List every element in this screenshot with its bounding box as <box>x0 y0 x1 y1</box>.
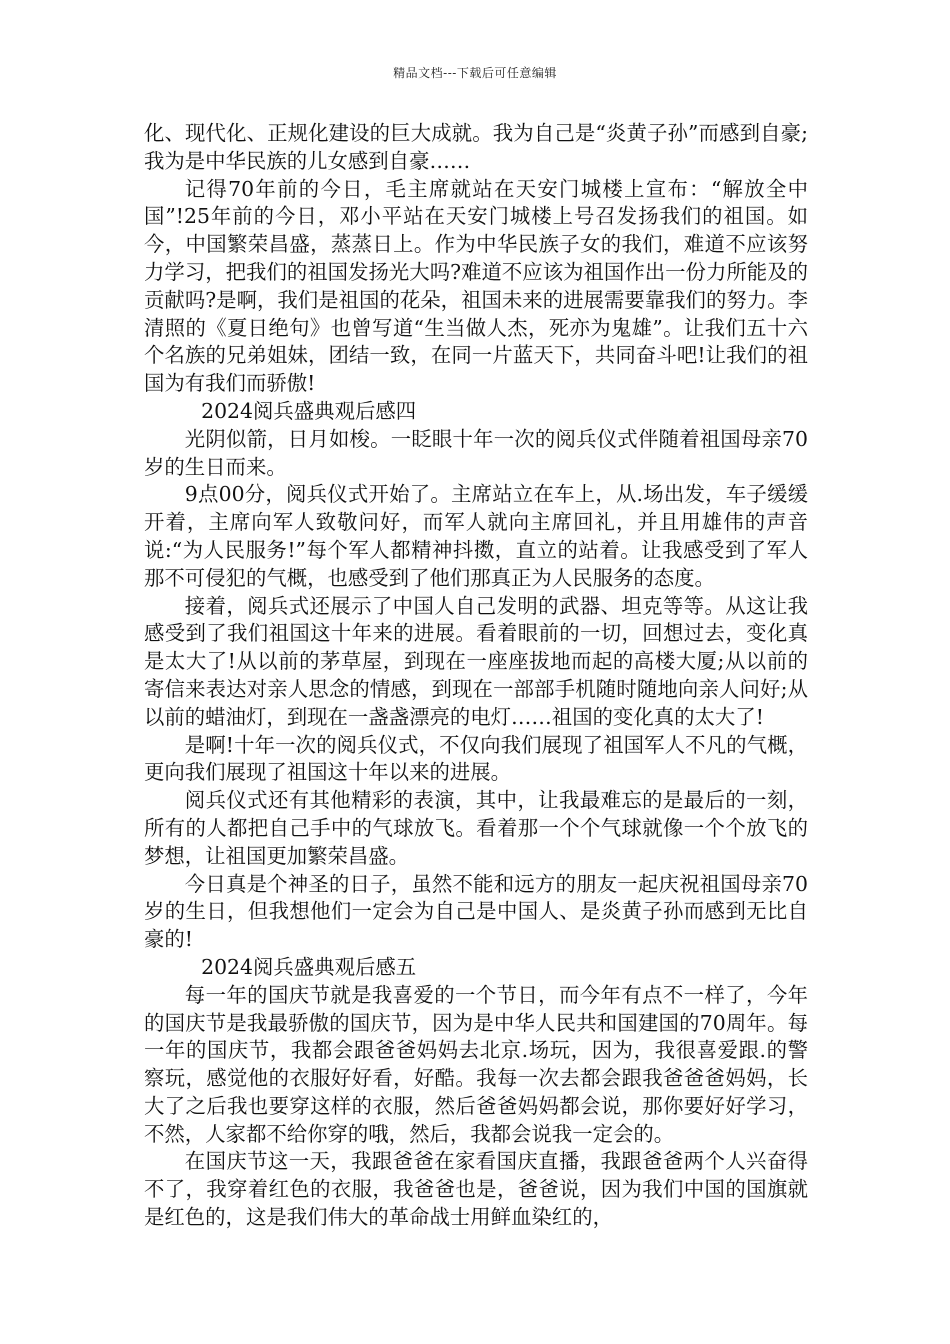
paragraph: 是啊!十年一次的阅兵仪式，不仅向我们展现了祖国军人不凡的气概，更向我们展现了祖国这十年以来的进展。 <box>144 732 808 785</box>
section-heading: 2024阅兵盛典观后感四 <box>201 398 417 423</box>
paragraph: 阅兵仪式还有其他精彩的表演，其中，让我最难忘的是最后的一刻，所有的人都把自己手中的气球放飞。看着那一个个气球就像一个个放飞的梦想，让祖国更加繁荣昌盛。 <box>144 788 808 868</box>
paragraph: 化、现代化、正规化建设的巨大成就。我为自己是“炎黄子孙”而感到自豪;我为是中华民族的儿女感到自豪…… <box>144 121 808 173</box>
paragraph: 接着，阅兵式还展示了中国人自己发明的武器、坦克等等。从这让我感受到了我们祖国这十年来的进展。看着眼前的一切，回想过去，变化真是太大了!从以前的茅草屋，到现在一座座拔地而起的高楼大厦;从以前的寄信来表达对亲人思念的情感，到现在一部部手机随时随地向亲人问好;从以前的蜡油灯，到现在一盏盏漂亮的电灯……祖国的变化真的太大了! <box>144 593 808 729</box>
paragraph: 在国庆节这一天，我跟爸爸在家看国庆直播，我跟爸爸两个人兴奋得不了，我穿着红色的衣服，我爸爸也是，爸爸说，因为我们中国的国旗就是红色的，这是我们伟大的革命战士用鲜血染红的， <box>144 1149 808 1230</box>
page-header: 精品文档---下载后可任意编辑 <box>393 66 557 80</box>
section-heading: 2024阅兵盛典观后感五 <box>201 954 417 979</box>
paragraph: 光阴似箭，日月如梭。一眨眼十年一次的阅兵仪式伴随着祖国母亲70岁的生日而来。 <box>144 426 808 479</box>
paragraph: 9点00分，阅兵仪式开始了。主席站立在车上，从.场出发，车子缓缓开着，主席向军人致敬问好，而军人就向主席回礼，并且用雄伟的声音说:“为人民服务!”每个军人都精神抖擞，直立的站着。让我感受到了军人那不可侵犯的气概，也感受到了他们那真正为人民服务的态度。 <box>144 482 808 590</box>
paragraph: 每一年的国庆节就是我喜爱的一个节日，而今年有点不一样了，今年的国庆节是我最骄傲的国庆节，因为是中华人民共和国建国的70周年。每一年的国庆节，我都会跟爸爸妈妈去北京.场玩，因为，我很喜爱跟.的警察玩，感觉他的衣服好好看，好酷。我每一次去都会跟我爸爸爸妈妈，长大了之后我也要穿这样的衣服，然后爸爸妈妈都会说，那你要好好学习，不然，人家都不给你穿的哦，然后，我都会说我一定会的。 <box>144 982 808 1146</box>
document-body <box>144 120 808 1232</box>
paragraph: 记得70年前的今日，毛主席就站在天安门城楼上宣布：“解放全中国”!25年前的今日，邓小平站在天安门城楼上号召发扬我们的祖国。如今，中国繁荣昌盛，蒸蒸日上。作为中华民族子女的我们，难道不应该努力学习，把我们的祖国发扬光大吗?难道不应该为祖国作出一份力所能及的贡献吗?是啊，我们是祖国的花朵，祖国未来的进展需要靠我们的努力。李清照的《夏日绝句》也曾写道“生当做人杰，死亦为鬼雄”。让我们五十六个名族的兄弟姐妹，团结一致，在同一片蓝天下，共同奋斗吧!让我们的祖国为有我们而骄傲! <box>144 176 808 396</box>
paragraph: 今日真是个神圣的日子，虽然不能和远方的朋友一起庆祝祖国母亲70岁的生日，但我想他们一定会为自己是中国人、是炎黄子孙而感到无比自豪的! <box>144 871 808 952</box>
